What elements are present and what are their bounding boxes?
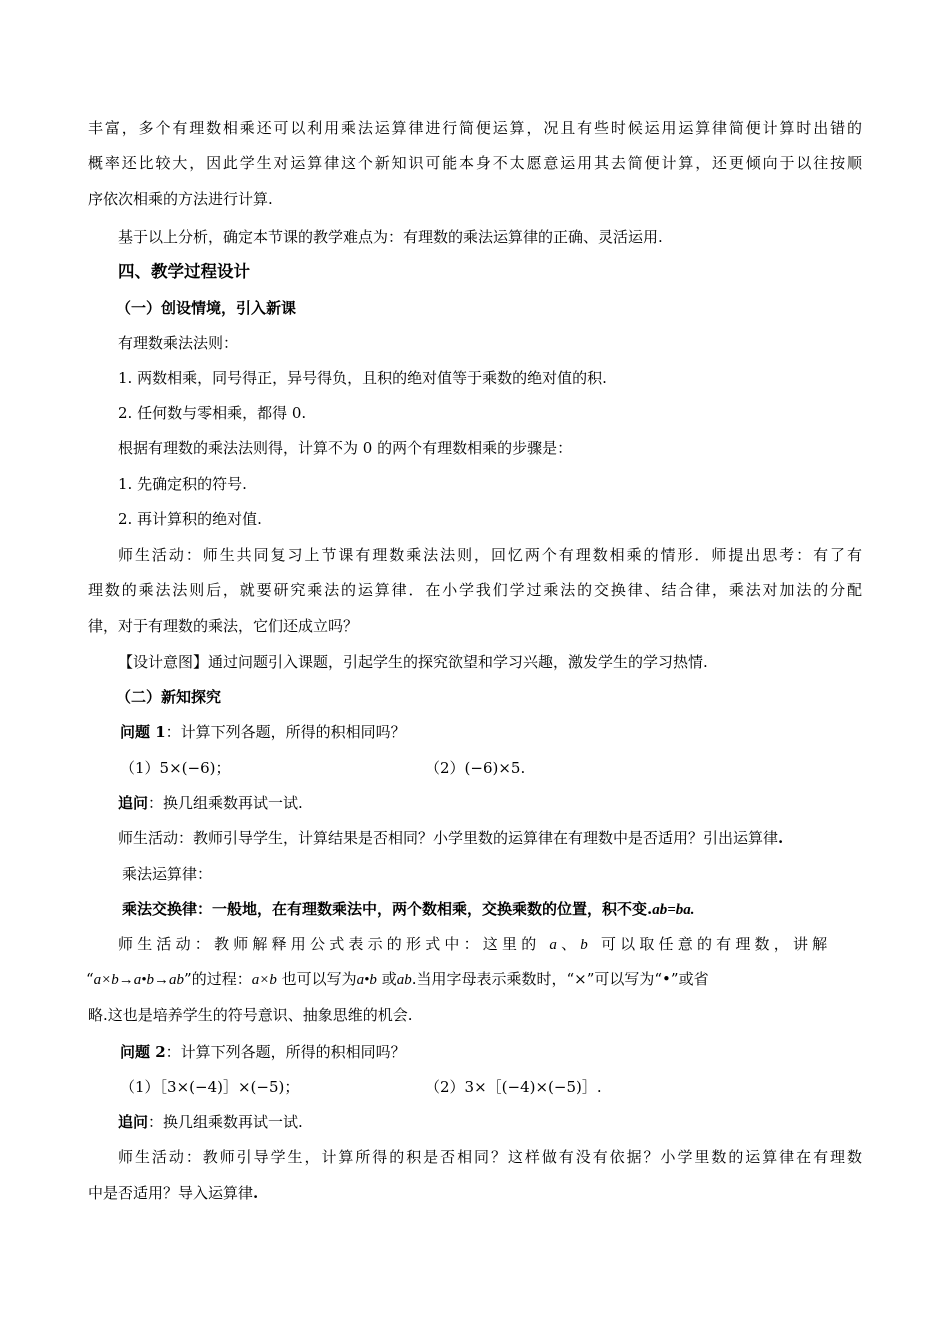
follow-up-2 xyxy=(118,1112,862,1132)
paragraph-line: 理数的乘法法则后，就要研究乘法的运算律．在小学我们学过乘法的交换律、结合律，乘法对加法的分配 xyxy=(88,581,862,599)
paragraph-line: 师生活动：师生共同复习上节课有理数乘法法则，回忆两个有理数相乘的情形．师提出思考：有了有 xyxy=(118,546,862,564)
subsection-heading: （一）创设情境，引入新课 xyxy=(116,299,297,317)
paragraph-line: 1. 两数相乘，同号得正，异号得负，且积的绝对值等于乘数的绝对值的积. xyxy=(118,369,607,387)
question-item: （1）5×(−6)； xyxy=(120,759,231,777)
question-1 xyxy=(120,722,864,742)
text: 中是否适用？导入运算律 xyxy=(88,1184,254,1202)
law-text: 乘法交换律：一般地，在有理数乘法中，两个数相乘，交换乘数的位置，积不变. xyxy=(122,900,653,918)
text: 师生活动：教师解释用公式表示的形式中：这里的 xyxy=(118,935,541,953)
follow-up-label: 追问 xyxy=(118,1113,149,1131)
paragraph-line xyxy=(86,969,860,990)
text: .当用字母表示乘数时，“×”可以写为“•”或省 xyxy=(411,970,709,988)
follow-up-1 xyxy=(118,793,862,813)
question-2 xyxy=(120,1042,864,1062)
paragraph-line: 乘法运算律： xyxy=(122,865,213,883)
paragraph-line xyxy=(118,828,862,848)
text: . xyxy=(253,1184,259,1202)
text: 也可以写为 xyxy=(281,970,357,988)
question-1-items xyxy=(120,758,862,778)
paragraph-line: 概率还比较大，因此学生对运算律这个新知识可能本身不太愿意运用其去简便计算，还更倾向于以往按顺 xyxy=(88,154,862,172)
text: . xyxy=(778,829,784,847)
paragraph-line xyxy=(118,934,862,955)
paragraph-line: 师生活动：教师引导学生，计算所得的积是否相同？这样做有没有依据？小学里数的运算律在有理数 xyxy=(118,1148,862,1166)
follow-up-label: 追问 xyxy=(118,794,149,812)
subsection-heading: （二）新知探究 xyxy=(116,688,222,706)
text: ”的过程： xyxy=(184,970,252,988)
paragraph-line: 1. 先确定积的符号. xyxy=(118,475,247,493)
paragraph-line: 有理数乘法法则： xyxy=(118,334,239,352)
question-text: ：计算下列各题，所得的积相同吗？ xyxy=(165,1043,406,1061)
text: “ xyxy=(86,970,94,988)
question-item: （2）3×［(−4)×(−5)］. xyxy=(425,1078,602,1096)
text: 、 xyxy=(561,935,581,953)
paragraph-line: 2. 任何数与零相乘，都得 0. xyxy=(118,404,307,422)
question-2-items xyxy=(120,1077,862,1097)
math-expr: a•b xyxy=(356,972,377,988)
follow-up-text: ：换几组乘数再试一试. xyxy=(148,1113,303,1131)
design-intent-line: 【设计意图】通过问题引入课题，引起学生的探究欲望和学习兴趣，激发学生的学习热情. xyxy=(118,653,708,671)
law-formula: ab=ba. xyxy=(652,902,695,918)
question-item: （2）(−6)×5. xyxy=(425,759,526,777)
question-label: 问题 2 xyxy=(120,1043,166,1061)
paragraph-line: 律，对于有理数的乘法，它们还成立吗？ xyxy=(88,617,359,635)
text: 或 xyxy=(381,970,397,988)
paragraph-line: 根据有理数的乘法法则得，计算不为 0 的两个有理数相乘的步骤是： xyxy=(118,439,573,457)
section-heading: 四、教学过程设计 xyxy=(118,262,250,281)
paragraph-line: 丰富，多个有理数相乘还可以利用乘法运算律进行简便运算，况且有些时候运用运算律简便计算时出错的 xyxy=(88,119,862,137)
text: 可以取任意的有理数，讲解 xyxy=(600,935,832,953)
paragraph-line: 略.这也是培养学生的符号意识、抽象思维的机会. xyxy=(88,1006,413,1024)
math-expr: a×b→a•b→ab xyxy=(93,972,185,988)
paragraph-line: 基于以上分析，确定本节课的教学难点为：有理数的乘法运算律的正确、灵活运用. xyxy=(118,228,663,246)
paragraph-line xyxy=(88,1183,862,1203)
math-expr: ab xyxy=(396,972,412,988)
question-text: ：计算下列各题，所得的积相同吗？ xyxy=(165,723,406,741)
math-expr: a×b xyxy=(251,972,277,988)
question-label: 问题 1 xyxy=(120,723,166,741)
commutative-law xyxy=(122,899,866,920)
follow-up-text: ：换几组乘数再试一试. xyxy=(148,794,303,812)
question-item: （1）［3×(−4)］×(−5)； xyxy=(120,1078,300,1096)
math-var: b xyxy=(580,937,592,953)
text: 师生活动：教师引导学生，计算结果是否相同？小学里数的运算律在有理数中是否适用？引出运算律 xyxy=(118,829,779,847)
paragraph-line: 序依次相乘的方法进行计算. xyxy=(88,190,273,208)
math-var: a xyxy=(549,937,562,953)
paragraph-line: 2. 再计算积的绝对值. xyxy=(118,510,262,528)
